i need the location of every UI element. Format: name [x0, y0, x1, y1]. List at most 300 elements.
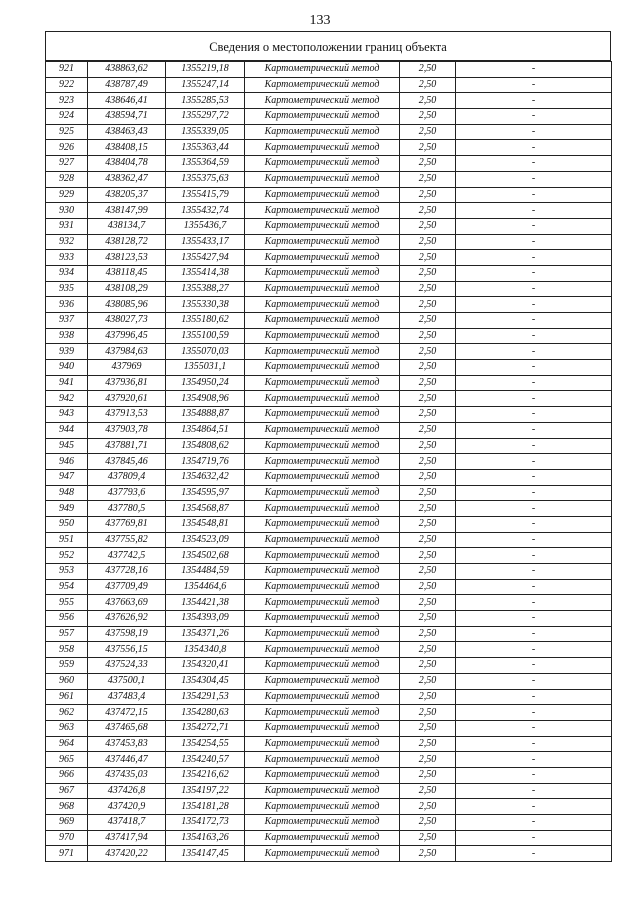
accuracy-cell: 2,50	[400, 501, 456, 517]
table-row	[46, 548, 612, 564]
x-coordinate-cell: 437472,15	[88, 705, 166, 721]
x-coordinate-cell: 437742,5	[88, 548, 166, 564]
method-cell: Картометрический метод	[245, 62, 400, 78]
table-row	[46, 595, 612, 611]
accuracy-cell: 2,50	[400, 360, 456, 376]
method-cell: Картометрический метод	[245, 391, 400, 407]
accuracy-cell: 2,50	[400, 187, 456, 203]
point-number-cell: 933	[46, 250, 88, 266]
point-number-cell: 970	[46, 830, 88, 846]
y-coordinate-cell: 1354147,45	[166, 846, 245, 862]
point-number-cell: 926	[46, 140, 88, 156]
y-coordinate-cell: 1354719,76	[166, 454, 245, 470]
description-cell: -	[456, 218, 612, 234]
y-coordinate-cell: 1355285,53	[166, 93, 245, 109]
accuracy-cell: 2,50	[400, 564, 456, 580]
description-cell: -	[456, 344, 612, 360]
method-cell: Картометрический метод	[245, 815, 400, 831]
table-row	[46, 815, 612, 831]
point-number-cell: 968	[46, 799, 88, 815]
accuracy-cell: 2,50	[400, 171, 456, 187]
table-row	[46, 375, 612, 391]
x-coordinate-cell: 437969	[88, 360, 166, 376]
method-cell: Картометрический метод	[245, 642, 400, 658]
x-coordinate-cell: 438027,73	[88, 313, 166, 329]
x-coordinate-cell: 437420,9	[88, 799, 166, 815]
accuracy-cell: 2,50	[400, 642, 456, 658]
y-coordinate-cell: 1354548,81	[166, 516, 245, 532]
table-row	[46, 109, 612, 125]
table-row	[46, 297, 612, 313]
table-row	[46, 438, 612, 454]
description-cell: -	[456, 187, 612, 203]
table-row	[46, 752, 612, 768]
x-coordinate-cell: 438463,43	[88, 124, 166, 140]
description-cell: -	[456, 736, 612, 752]
accuracy-cell: 2,50	[400, 250, 456, 266]
y-coordinate-cell: 1354272,71	[166, 720, 245, 736]
table-row	[46, 611, 612, 627]
description-cell: -	[456, 77, 612, 93]
accuracy-cell: 2,50	[400, 124, 456, 140]
accuracy-cell: 2,50	[400, 736, 456, 752]
description-cell: -	[456, 658, 612, 674]
method-cell: Картометрический метод	[245, 422, 400, 438]
point-number-cell: 946	[46, 454, 88, 470]
x-coordinate-cell: 437809,4	[88, 469, 166, 485]
accuracy-cell: 2,50	[400, 297, 456, 313]
accuracy-cell: 2,50	[400, 375, 456, 391]
y-coordinate-cell: 1354197,22	[166, 783, 245, 799]
table-row	[46, 720, 612, 736]
point-number-cell: 960	[46, 673, 88, 689]
description-cell: -	[456, 532, 612, 548]
description-cell: -	[456, 548, 612, 564]
point-number-cell: 932	[46, 234, 88, 250]
method-cell: Картометрический метод	[245, 532, 400, 548]
y-coordinate-cell: 1355433,17	[166, 234, 245, 250]
table-row	[46, 846, 612, 862]
x-coordinate-cell: 437936,81	[88, 375, 166, 391]
point-number-cell: 924	[46, 109, 88, 125]
method-cell: Картометрический метод	[245, 720, 400, 736]
method-cell: Картометрический метод	[245, 611, 400, 627]
table-row	[46, 579, 612, 595]
y-coordinate-cell: 1354888,87	[166, 407, 245, 423]
accuracy-cell: 2,50	[400, 218, 456, 234]
accuracy-cell: 2,50	[400, 140, 456, 156]
y-coordinate-cell: 1354254,55	[166, 736, 245, 752]
description-cell: -	[456, 454, 612, 470]
x-coordinate-cell: 437418,7	[88, 815, 166, 831]
x-coordinate-cell: 438408,15	[88, 140, 166, 156]
method-cell: Картометрический метод	[245, 407, 400, 423]
point-number-cell: 938	[46, 328, 88, 344]
y-coordinate-cell: 1354181,28	[166, 799, 245, 815]
y-coordinate-cell: 1355100,59	[166, 328, 245, 344]
table-row	[46, 516, 612, 532]
accuracy-cell: 2,50	[400, 281, 456, 297]
point-number-cell: 936	[46, 297, 88, 313]
method-cell: Картометрический метод	[245, 752, 400, 768]
accuracy-cell: 2,50	[400, 846, 456, 862]
description-cell: -	[456, 360, 612, 376]
point-number-cell: 940	[46, 360, 88, 376]
page-number: 133	[309, 13, 331, 28]
description-cell: -	[456, 752, 612, 768]
point-number-cell: 934	[46, 265, 88, 281]
y-coordinate-cell: 1354393,09	[166, 611, 245, 627]
point-number-cell: 963	[46, 720, 88, 736]
description-cell: -	[456, 501, 612, 517]
point-number-cell: 935	[46, 281, 88, 297]
x-coordinate-cell: 438594,71	[88, 109, 166, 125]
y-coordinate-cell: 1354340,8	[166, 642, 245, 658]
x-coordinate-cell: 438787,49	[88, 77, 166, 93]
x-coordinate-cell: 438123,53	[88, 250, 166, 266]
point-number-cell: 939	[46, 344, 88, 360]
table-row	[46, 501, 612, 517]
y-coordinate-cell: 1354632,42	[166, 469, 245, 485]
accuracy-cell: 2,50	[400, 516, 456, 532]
x-coordinate-cell: 437913,53	[88, 407, 166, 423]
method-cell: Картометрический метод	[245, 705, 400, 721]
y-coordinate-cell: 1354371,26	[166, 626, 245, 642]
description-cell: -	[456, 93, 612, 109]
accuracy-cell: 2,50	[400, 469, 456, 485]
accuracy-cell: 2,50	[400, 265, 456, 281]
table-row	[46, 77, 612, 93]
accuracy-cell: 2,50	[400, 595, 456, 611]
x-coordinate-cell: 438134,7	[88, 218, 166, 234]
coordinates-table	[45, 61, 612, 862]
x-coordinate-cell: 437435,03	[88, 767, 166, 783]
table-row	[46, 360, 612, 376]
description-cell: -	[456, 438, 612, 454]
y-coordinate-cell: 1354172,73	[166, 815, 245, 831]
description-cell: -	[456, 140, 612, 156]
table-row	[46, 830, 612, 846]
accuracy-cell: 2,50	[400, 234, 456, 250]
method-cell: Картометрический метод	[245, 673, 400, 689]
point-number-cell: 971	[46, 846, 88, 862]
y-coordinate-cell: 1354484,59	[166, 564, 245, 580]
point-number-cell: 923	[46, 93, 88, 109]
y-coordinate-cell: 1355388,27	[166, 281, 245, 297]
method-cell: Картометрический метод	[245, 203, 400, 219]
method-cell: Картометрический метод	[245, 485, 400, 501]
table-row	[46, 218, 612, 234]
table-row	[46, 642, 612, 658]
method-cell: Картометрический метод	[245, 799, 400, 815]
x-coordinate-cell: 437984,63	[88, 344, 166, 360]
table-row	[46, 93, 612, 109]
accuracy-cell: 2,50	[400, 548, 456, 564]
table-row	[46, 783, 612, 799]
point-number-cell: 931	[46, 218, 88, 234]
point-number-cell: 929	[46, 187, 88, 203]
method-cell: Картометрический метод	[245, 171, 400, 187]
method-cell: Картометрический метод	[245, 313, 400, 329]
table-row	[46, 156, 612, 172]
x-coordinate-cell: 437881,71	[88, 438, 166, 454]
description-cell: -	[456, 156, 612, 172]
table-row	[46, 736, 612, 752]
method-cell: Картометрический метод	[245, 454, 400, 470]
accuracy-cell: 2,50	[400, 673, 456, 689]
x-coordinate-cell: 437996,45	[88, 328, 166, 344]
x-coordinate-cell: 437483,4	[88, 689, 166, 705]
y-coordinate-cell: 1354908,96	[166, 391, 245, 407]
y-coordinate-cell: 1355247,14	[166, 77, 245, 93]
point-number-cell: 965	[46, 752, 88, 768]
point-number-cell: 956	[46, 611, 88, 627]
description-cell: -	[456, 281, 612, 297]
description-cell: -	[456, 250, 612, 266]
accuracy-cell: 2,50	[400, 93, 456, 109]
x-coordinate-cell: 437524,33	[88, 658, 166, 674]
point-number-cell: 962	[46, 705, 88, 721]
table-row	[46, 485, 612, 501]
x-coordinate-cell: 437417,94	[88, 830, 166, 846]
point-number-cell: 941	[46, 375, 88, 391]
description-cell: -	[456, 391, 612, 407]
description-cell: -	[456, 689, 612, 705]
method-cell: Картометрический метод	[245, 767, 400, 783]
accuracy-cell: 2,50	[400, 815, 456, 831]
point-number-cell: 928	[46, 171, 88, 187]
table-row	[46, 328, 612, 344]
description-cell: -	[456, 234, 612, 250]
table-row	[46, 689, 612, 705]
description-cell: -	[456, 595, 612, 611]
accuracy-cell: 2,50	[400, 438, 456, 454]
method-cell: Картометрический метод	[245, 93, 400, 109]
coordinates-table-body	[46, 62, 612, 862]
y-coordinate-cell: 1354280,63	[166, 705, 245, 721]
description-cell: -	[456, 783, 612, 799]
description-cell: -	[456, 767, 612, 783]
point-number-cell: 927	[46, 156, 88, 172]
description-cell: -	[456, 171, 612, 187]
description-cell: -	[456, 705, 612, 721]
description-cell: -	[456, 265, 612, 281]
y-coordinate-cell: 1355427,94	[166, 250, 245, 266]
description-cell: -	[456, 579, 612, 595]
x-coordinate-cell: 437556,15	[88, 642, 166, 658]
accuracy-cell: 2,50	[400, 62, 456, 78]
x-coordinate-cell: 437465,68	[88, 720, 166, 736]
accuracy-cell: 2,50	[400, 77, 456, 93]
method-cell: Картометрический метод	[245, 156, 400, 172]
method-cell: Картометрический метод	[245, 360, 400, 376]
point-number-cell: 967	[46, 783, 88, 799]
y-coordinate-cell: 1354464,6	[166, 579, 245, 595]
point-number-cell: 950	[46, 516, 88, 532]
description-cell: -	[456, 407, 612, 423]
description-cell: -	[456, 62, 612, 78]
method-cell: Картометрический метод	[245, 218, 400, 234]
accuracy-cell: 2,50	[400, 203, 456, 219]
table-row	[46, 124, 612, 140]
method-cell: Картометрический метод	[245, 579, 400, 595]
x-coordinate-cell: 437769,81	[88, 516, 166, 532]
method-cell: Картометрический метод	[245, 109, 400, 125]
x-coordinate-cell: 437920,61	[88, 391, 166, 407]
x-coordinate-cell: 438085,96	[88, 297, 166, 313]
y-coordinate-cell: 1354291,53	[166, 689, 245, 705]
point-number-cell: 961	[46, 689, 88, 705]
x-coordinate-cell: 437793,6	[88, 485, 166, 501]
point-number-cell: 952	[46, 548, 88, 564]
x-coordinate-cell: 437426,8	[88, 783, 166, 799]
point-number-cell: 925	[46, 124, 88, 140]
y-coordinate-cell: 1355436,7	[166, 218, 245, 234]
y-coordinate-cell: 1355031,1	[166, 360, 245, 376]
accuracy-cell: 2,50	[400, 109, 456, 125]
point-number-cell: 951	[46, 532, 88, 548]
method-cell: Картометрический метод	[245, 516, 400, 532]
method-cell: Картометрический метод	[245, 140, 400, 156]
method-cell: Картометрический метод	[245, 297, 400, 313]
method-cell: Картометрический метод	[245, 564, 400, 580]
y-coordinate-cell: 1355180,62	[166, 313, 245, 329]
description-cell: -	[456, 642, 612, 658]
x-coordinate-cell: 438404,78	[88, 156, 166, 172]
method-cell: Картометрический метод	[245, 736, 400, 752]
point-number-cell: 947	[46, 469, 88, 485]
point-number-cell: 922	[46, 77, 88, 93]
x-coordinate-cell: 438205,37	[88, 187, 166, 203]
table-row	[46, 564, 612, 580]
accuracy-cell: 2,50	[400, 752, 456, 768]
accuracy-cell: 2,50	[400, 783, 456, 799]
method-cell: Картометрический метод	[245, 265, 400, 281]
point-number-cell: 955	[46, 595, 88, 611]
method-cell: Картометрический метод	[245, 658, 400, 674]
table-title: Сведения о местоположении границ объекта	[45, 31, 611, 61]
y-coordinate-cell: 1355339,05	[166, 124, 245, 140]
x-coordinate-cell: 437598,19	[88, 626, 166, 642]
accuracy-cell: 2,50	[400, 156, 456, 172]
table-row	[46, 140, 612, 156]
table-row	[46, 265, 612, 281]
method-cell: Картометрический метод	[245, 124, 400, 140]
table-row	[46, 469, 612, 485]
y-coordinate-cell: 1355414,38	[166, 265, 245, 281]
accuracy-cell: 2,50	[400, 626, 456, 642]
y-coordinate-cell: 1354240,57	[166, 752, 245, 768]
point-number-cell: 964	[46, 736, 88, 752]
x-coordinate-cell: 437845,46	[88, 454, 166, 470]
accuracy-cell: 2,50	[400, 344, 456, 360]
table-row	[46, 171, 612, 187]
description-cell: -	[456, 422, 612, 438]
accuracy-cell: 2,50	[400, 611, 456, 627]
description-cell: -	[456, 313, 612, 329]
accuracy-cell: 2,50	[400, 579, 456, 595]
accuracy-cell: 2,50	[400, 454, 456, 470]
y-coordinate-cell: 1354304,45	[166, 673, 245, 689]
method-cell: Картометрический метод	[245, 187, 400, 203]
accuracy-cell: 2,50	[400, 767, 456, 783]
y-coordinate-cell: 1354808,62	[166, 438, 245, 454]
method-cell: Картометрический метод	[245, 438, 400, 454]
table-row	[46, 658, 612, 674]
table-row	[46, 344, 612, 360]
description-cell: -	[456, 297, 612, 313]
method-cell: Картометрический метод	[245, 281, 400, 297]
accuracy-cell: 2,50	[400, 422, 456, 438]
method-cell: Картометрический метод	[245, 626, 400, 642]
accuracy-cell: 2,50	[400, 720, 456, 736]
x-coordinate-cell: 437663,69	[88, 595, 166, 611]
accuracy-cell: 2,50	[400, 532, 456, 548]
y-coordinate-cell: 1355364,59	[166, 156, 245, 172]
method-cell: Картометрический метод	[245, 783, 400, 799]
description-cell: -	[456, 626, 612, 642]
y-coordinate-cell: 1354568,87	[166, 501, 245, 517]
x-coordinate-cell: 437709,49	[88, 579, 166, 595]
table-row	[46, 422, 612, 438]
x-coordinate-cell: 437903,78	[88, 422, 166, 438]
accuracy-cell: 2,50	[400, 328, 456, 344]
description-cell: -	[456, 328, 612, 344]
method-cell: Картометрический метод	[245, 689, 400, 705]
point-number-cell: 969	[46, 815, 88, 831]
description-cell: -	[456, 830, 612, 846]
table-row	[46, 250, 612, 266]
x-coordinate-cell: 437755,82	[88, 532, 166, 548]
method-cell: Картометрический метод	[245, 344, 400, 360]
y-coordinate-cell: 1354523,09	[166, 532, 245, 548]
y-coordinate-cell: 1354950,24	[166, 375, 245, 391]
method-cell: Картометрический метод	[245, 328, 400, 344]
description-cell: -	[456, 673, 612, 689]
method-cell: Картометрический метод	[245, 250, 400, 266]
description-cell: -	[456, 611, 612, 627]
table-row	[46, 187, 612, 203]
description-cell: -	[456, 564, 612, 580]
point-number-cell: 948	[46, 485, 88, 501]
x-coordinate-cell: 438118,45	[88, 265, 166, 281]
method-cell: Картометрический метод	[245, 234, 400, 250]
point-number-cell: 944	[46, 422, 88, 438]
description-cell: -	[456, 720, 612, 736]
y-coordinate-cell: 1355363,44	[166, 140, 245, 156]
y-coordinate-cell: 1355297,72	[166, 109, 245, 125]
y-coordinate-cell: 1354320,41	[166, 658, 245, 674]
description-cell: -	[456, 815, 612, 831]
x-coordinate-cell: 437420,22	[88, 846, 166, 862]
x-coordinate-cell: 437446,47	[88, 752, 166, 768]
table-row	[46, 313, 612, 329]
x-coordinate-cell: 438128,72	[88, 234, 166, 250]
x-coordinate-cell: 438646,41	[88, 93, 166, 109]
point-number-cell: 949	[46, 501, 88, 517]
description-cell: -	[456, 124, 612, 140]
method-cell: Картометрический метод	[245, 595, 400, 611]
y-coordinate-cell: 1355219,18	[166, 62, 245, 78]
description-cell: -	[456, 469, 612, 485]
table-row	[46, 799, 612, 815]
x-coordinate-cell: 437500,1	[88, 673, 166, 689]
accuracy-cell: 2,50	[400, 407, 456, 423]
table-row	[46, 391, 612, 407]
y-coordinate-cell: 1355415,79	[166, 187, 245, 203]
accuracy-cell: 2,50	[400, 313, 456, 329]
accuracy-cell: 2,50	[400, 485, 456, 501]
